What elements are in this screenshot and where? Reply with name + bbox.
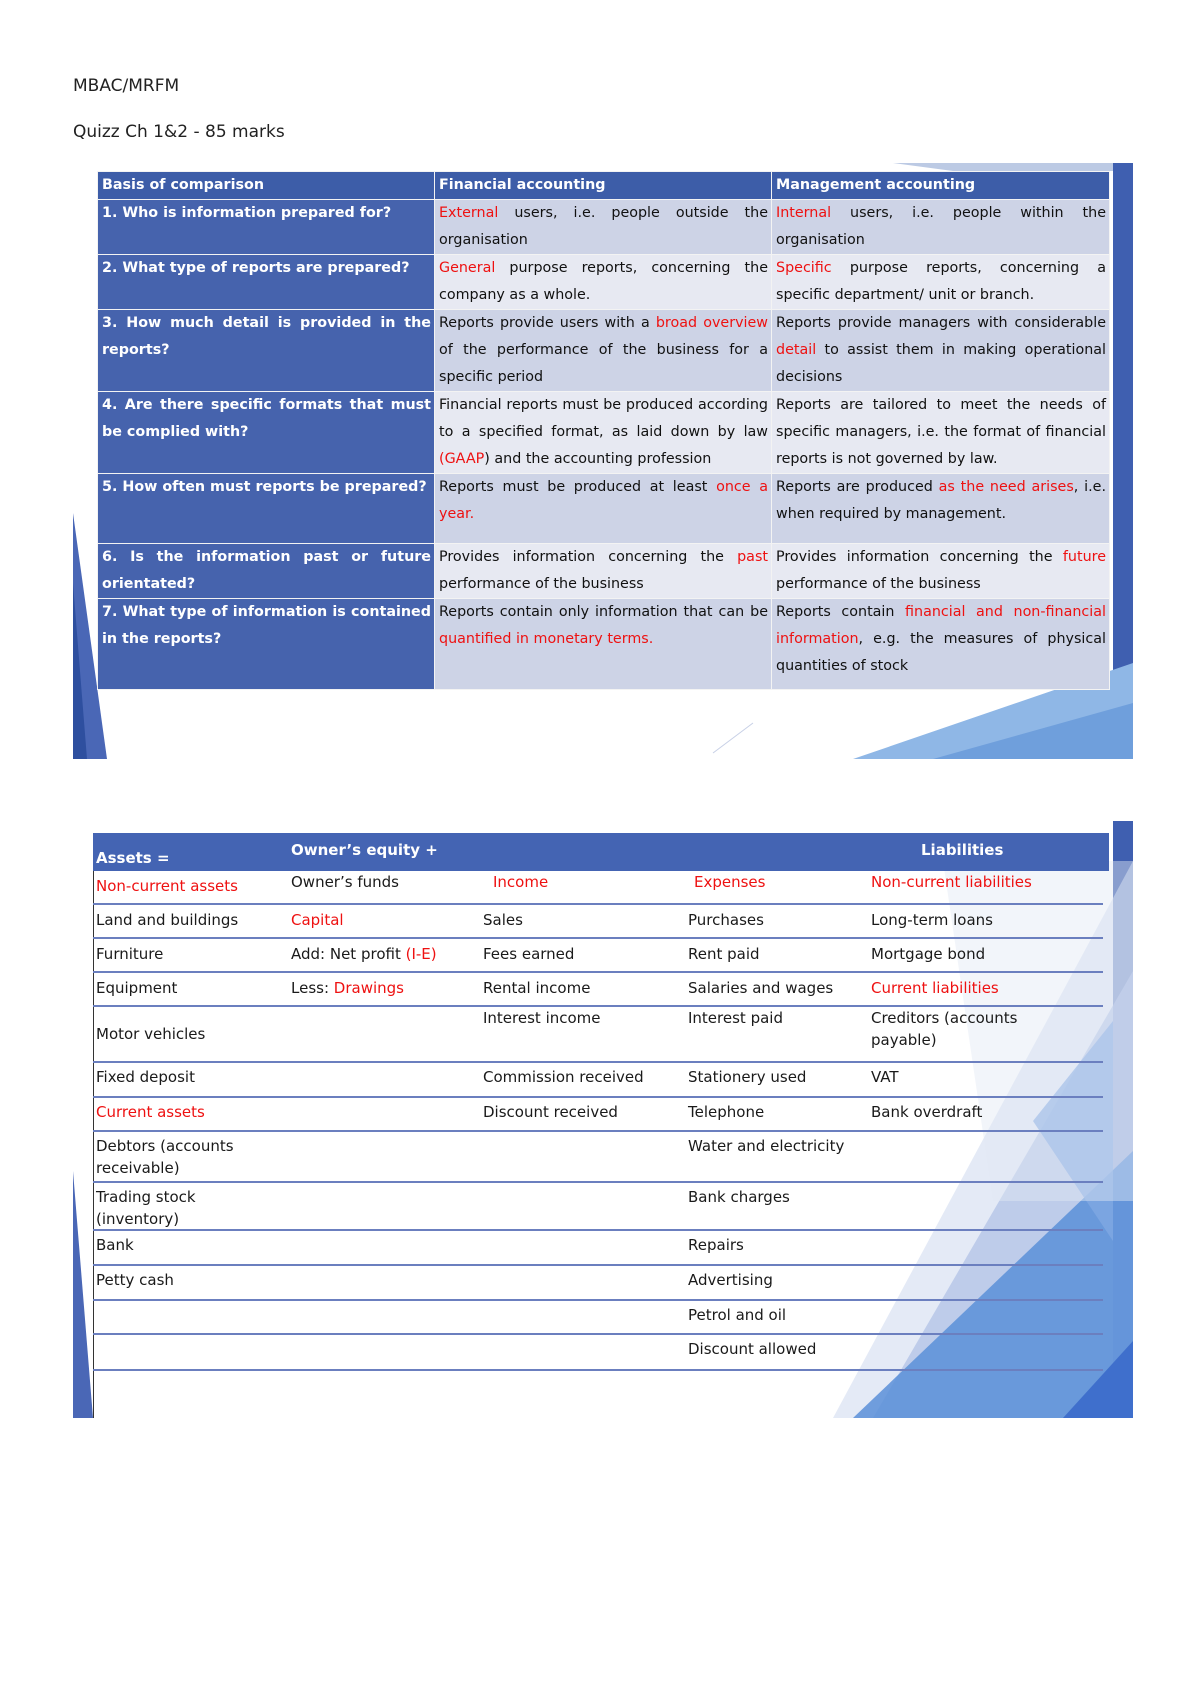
cell-text: Water and electricity	[688, 1137, 845, 1155]
highlight-text: quantified in monetary terms.	[439, 631, 654, 647]
assets-cell	[96, 1186, 266, 1230]
cell-text: Current assets	[96, 1103, 205, 1121]
comparison-slide	[73, 163, 1133, 759]
comparison-question: 5. How often must reports be prepared?	[98, 474, 435, 544]
highlight-text: financial and non-financial information	[776, 604, 1106, 647]
cell-text: Reports provide managers with considerable	[776, 315, 1106, 331]
highlight-text: Specific	[776, 260, 832, 276]
cell-text: Furniture	[96, 945, 164, 963]
quiz-title: Quizz Ch 1&2 - 85 marks	[73, 122, 285, 142]
income-cell	[483, 977, 673, 999]
assets-cell	[96, 1135, 266, 1179]
financial-accounting-cell	[435, 310, 772, 392]
comparison-question: 4. Are there specific formats that must be complied with?	[98, 392, 435, 474]
liabilities-cell	[871, 1101, 1071, 1123]
highlight-text: General	[439, 260, 496, 276]
comparison-question: 1. Who is information prepared for?	[98, 200, 435, 255]
cell-text: ) and the accounting profession	[484, 451, 712, 467]
highlight-text: Internal	[776, 205, 832, 221]
table-row	[98, 200, 1110, 255]
highlight-text: as the need arises	[938, 479, 1074, 495]
income-cell	[483, 1101, 673, 1123]
row-divider	[93, 1229, 1103, 1231]
cell-text: Equipment	[96, 979, 178, 997]
cell-text: Reports must be produced at least	[439, 479, 717, 495]
management-accounting-cell	[772, 200, 1110, 255]
expenses-cell	[688, 1007, 868, 1029]
row-divider	[93, 1299, 1103, 1301]
cell-text: Reports are tailored to meet the needs of specific managers, i.e. the format of financial reports is not governed by law.	[776, 397, 1106, 467]
income-cell	[483, 909, 673, 931]
row-divider	[93, 937, 1103, 939]
cell-text: Income	[493, 873, 549, 891]
cell-text: Commission received	[483, 1068, 644, 1086]
financial-accounting-cell	[435, 255, 772, 310]
table-row	[98, 392, 1110, 474]
highlight-text: External	[439, 205, 499, 221]
income-cell	[483, 1066, 673, 1088]
cell-text: Repairs	[688, 1236, 744, 1254]
liabilities-cell	[871, 1007, 1071, 1051]
highlight-text: (I-E)	[405, 945, 437, 963]
cell-text: Discount allowed	[688, 1340, 817, 1358]
row-divider	[93, 1333, 1103, 1335]
row-divider	[93, 1369, 1103, 1371]
expenses-cell	[688, 1066, 868, 1088]
expenses-cell	[688, 1135, 868, 1157]
cell-text: Long-term loans	[871, 911, 993, 929]
cell-text: performance of the business	[439, 576, 644, 592]
owners-funds-cell	[291, 943, 471, 965]
cell-text: Add: Net profit	[291, 945, 401, 963]
highlight-text: once a year.	[439, 479, 768, 522]
assets-cell	[96, 1066, 266, 1088]
highlight-text: Drawings	[333, 979, 404, 997]
cell-text: Land and buildings	[96, 911, 239, 929]
course-code: MBAC/MRFM	[73, 76, 180, 96]
cell-text: purpose reports, concerning the company as a whole.	[439, 260, 768, 303]
financial-accounting-cell	[435, 544, 772, 599]
cell-text: Interest income	[483, 1009, 601, 1027]
management-accounting-cell	[772, 544, 1110, 599]
cell-text: VAT	[871, 1068, 899, 1086]
management-accounting-cell	[772, 474, 1110, 544]
cell-text: users, i.e. people within the organisation	[776, 205, 1106, 248]
row-divider	[93, 1096, 1103, 1098]
row-divider	[93, 971, 1103, 973]
liabilities-cell	[871, 943, 1071, 965]
cell-text: , i.e. when required by management.	[776, 479, 1106, 522]
expenses-cell	[688, 943, 868, 965]
cell-text: Petrol and oil	[688, 1306, 787, 1324]
cell-text: Sales	[483, 911, 523, 929]
cell-text: users, i.e. people outside the organisation	[439, 205, 768, 248]
table-left-border	[93, 833, 94, 1418]
cell-text: Telephone	[688, 1103, 765, 1121]
liabilities-cell	[871, 1066, 1071, 1088]
cell-text: Provides information concerning the	[439, 549, 738, 565]
cell-text: Non-current assets	[96, 877, 238, 895]
owners-funds-cell	[291, 871, 471, 893]
cell-text: Purchases	[688, 911, 764, 929]
comparison-question: 3. How much detail is provided in the reports?	[98, 310, 435, 392]
cell-text: Provides information concerning the	[776, 549, 1063, 565]
highlight-text: detail	[776, 342, 817, 358]
assets-cell	[96, 909, 266, 931]
assets-header: Assets =	[96, 849, 170, 867]
assets-cell	[96, 875, 266, 897]
cell-text: Reports contain	[776, 604, 906, 620]
comparison-header-row	[98, 172, 1110, 200]
liabilities-header: Liabilities	[921, 841, 1004, 859]
cell-text: Stationery used	[688, 1068, 807, 1086]
cell-text: Bank overdraft	[871, 1103, 983, 1121]
expenses-cell	[688, 977, 868, 999]
expenses-cell	[688, 1101, 868, 1123]
expenses-cell	[688, 1234, 868, 1256]
liabilities-cell	[871, 977, 1071, 999]
liabilities-cell	[871, 909, 1071, 931]
cell-text: Bank charges	[688, 1188, 790, 1206]
row-divider	[93, 1264, 1103, 1266]
cell-text: Current liabilities	[871, 979, 999, 997]
cell-text: Advertising	[688, 1271, 773, 1289]
highlight-text: (GAAP	[439, 451, 485, 467]
cell-text: Rental income	[483, 979, 591, 997]
cell-text: Financial reports must be produced according to a specified format, as laid down by law	[439, 397, 768, 440]
assets-cell	[96, 1234, 266, 1256]
cell-text: Non-current liabilities	[871, 873, 1032, 891]
cell-text: Mortgage bond	[871, 945, 986, 963]
cell-text: purpose reports, concerning a specific department/ unit or branch.	[776, 260, 1106, 303]
expenses-cell	[688, 1338, 868, 1360]
assets-cell	[96, 943, 266, 965]
income-cell	[483, 943, 673, 965]
owners-funds-cell	[291, 909, 471, 931]
highlight-text: broad overview	[655, 315, 769, 331]
cell-text: Trading stock (inventory)	[96, 1188, 196, 1228]
expenses-cell	[688, 1186, 868, 1208]
assets-cell	[96, 1101, 266, 1123]
owners-funds-cell	[291, 977, 471, 999]
cell-text: Fixed deposit	[96, 1068, 195, 1086]
table-row	[98, 599, 1110, 690]
expenses-cell	[688, 1269, 868, 1291]
cell-text: Debtors (accounts receivable)	[96, 1137, 234, 1177]
cell-text: performance of the business	[776, 576, 981, 592]
cell-text: Expenses	[694, 873, 766, 891]
row-divider	[93, 903, 1103, 905]
cell-text: Petty cash	[96, 1271, 174, 1289]
cell-text: , e.g. the measures of physical quantities of stock	[776, 631, 1106, 674]
assets-cell	[96, 1023, 266, 1045]
assets-cell	[96, 1269, 266, 1291]
financial-accounting-cell	[435, 474, 772, 544]
cell-text: Capital	[291, 911, 344, 929]
table-row	[98, 310, 1110, 392]
cell-text: Reports are produced	[776, 479, 939, 495]
cell-text: to assist them in making operational decisions	[776, 342, 1106, 385]
cell-text: Less:	[291, 979, 330, 997]
table-row	[98, 544, 1110, 599]
highlight-text: future	[1062, 549, 1106, 565]
cell-text: Interest paid	[688, 1009, 783, 1027]
comparison-question: 6. Is the information past or future orientated?	[98, 544, 435, 599]
income-cell	[493, 871, 683, 893]
cell-text: Fees earned	[483, 945, 575, 963]
column-header: Basis of comparison	[98, 172, 435, 200]
row-divider	[93, 1061, 1103, 1063]
cell-text: Discount received	[483, 1103, 618, 1121]
cell-text: Motor vehicles	[96, 1025, 206, 1043]
liabilities-cell	[871, 871, 1071, 893]
cell-text: Rent paid	[688, 945, 760, 963]
expenses-cell	[694, 871, 874, 893]
cell-text: Salaries and wages	[688, 979, 834, 997]
assets-cell	[96, 977, 266, 999]
cell-text: Owner’s funds	[291, 873, 399, 891]
comparison-table	[97, 171, 1110, 690]
management-accounting-cell	[772, 310, 1110, 392]
comparison-question: 7. What type of information is contained in the reports?	[98, 599, 435, 690]
cell-text: Reports provide users with a	[439, 315, 656, 331]
comparison-question: 2. What type of reports are prepared?	[98, 255, 435, 310]
financial-accounting-cell	[435, 392, 772, 474]
row-divider	[93, 1181, 1103, 1183]
cell-text: Reports contain only information that can be	[439, 604, 768, 620]
expenses-cell	[688, 1304, 868, 1326]
cell-text: of the performance of the business for a specific period	[439, 342, 768, 385]
column-header: Management accounting	[772, 172, 1110, 200]
table-row	[98, 255, 1110, 310]
column-header: Financial accounting	[435, 172, 772, 200]
accounting-equation-slide	[73, 821, 1133, 1418]
equity-header: Owner’s equity +	[291, 841, 438, 859]
management-accounting-cell	[772, 599, 1110, 690]
financial-accounting-cell	[435, 599, 772, 690]
management-accounting-cell	[772, 255, 1110, 310]
row-divider	[93, 1130, 1103, 1132]
highlight-text: past	[737, 549, 768, 565]
management-accounting-cell	[772, 392, 1110, 474]
cell-text: Bank	[96, 1236, 134, 1254]
income-cell	[483, 1007, 673, 1029]
table-row	[98, 474, 1110, 544]
financial-accounting-cell	[435, 200, 772, 255]
cell-text: Creditors (accounts payable)	[871, 1009, 1018, 1049]
expenses-cell	[688, 909, 868, 931]
